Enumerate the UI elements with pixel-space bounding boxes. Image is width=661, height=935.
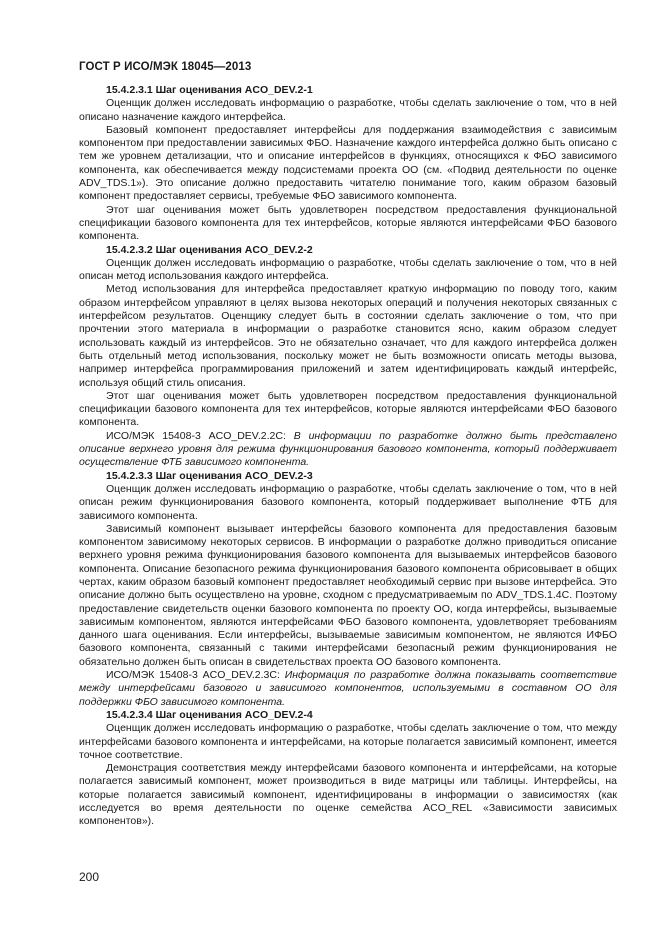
section-heading: 15.4.2.3.1 Шаг оценивания ACO_DEV.2-1 bbox=[106, 84, 313, 96]
reference-text: Информация по разработке должна показывать соответствие между интерфейсами базового и зависимого компонентов, используемыми в составном ОО для поддержки ФБО зависимого компонента. bbox=[79, 669, 617, 708]
reference-lead: ИСО/МЭК 15408-3 ACO_DEV.2.3С: bbox=[106, 669, 285, 682]
section-heading: 15.4.2.3.2 Шаг оценивания ACO_DEV.2-2 bbox=[106, 243, 313, 256]
section-heading: 15.4.2.3.3 Шаг оценивания ACO_DEV.2-3 bbox=[106, 469, 313, 482]
paragraph: Метод использования для интерфейса предоставляет краткую информацию по поводу того, каким образом интерфейсом управляют в целях вызова некоторых операций и получения некоторых связанных с интерфейсом результатов. Оценщику следует быть в состоянии сделать заключение о том, что при прочтении этого материала в информации о разработке становится ясно, каким образом следует использовать каждый из интерфейсов. Это не обязательно означает, что для каждого интерфейса должен быть отдельный метод использования, поскольку может не быть возможности описать методы вызова, например интерфейса программирования приложений и затем идентифицировать каждый интерфейс, используя общий стиль описания. bbox=[79, 283, 617, 389]
paragraph: Оценщик должен исследовать информацию о разработке, чтобы сделать заключение о том, что в ней описан метод использования каждого интерфейса. bbox=[79, 256, 617, 283]
standard-reference bbox=[79, 669, 617, 709]
paragraph: Оценщик должен исследовать информацию о разработке, чтобы сделать заключение о том, что в ней описано назначение каждого интерфейса. bbox=[79, 97, 617, 123]
page-number: 200 bbox=[79, 870, 100, 884]
document-header: ГОСТ Р ИСО/МЭК 18045—2013 bbox=[79, 61, 252, 73]
paragraph: Этот шаг оценивания может быть удовлетворен посредством предоставления функциональной спецификации базового компонента для тех интерфейсов, которые являются интерфейсами ФБО базового компонента. bbox=[79, 389, 617, 429]
document-body bbox=[79, 84, 617, 829]
reference-lead: ИСО/МЭК 15408-3 ACO_DEV.2.2С: bbox=[106, 429, 294, 442]
paragraph: Оценщик должен исследовать информацию о разработке, чтобы сделать заключение о том, что между интерфейсами базового компонента и интерфейсами, на которые полагается зависимый компонент, имеется точное соответствие. bbox=[79, 722, 617, 761]
standard-reference bbox=[79, 430, 617, 470]
reference-text: В информации по разработке должно быть представлено описание верхнего уровня для режима функционирования базового компонента, который поддерживает осуществление ФТБ зависимого компонента. bbox=[79, 429, 617, 469]
paragraph: Демонстрация соответствия между интерфейсами базового компонента и интерфейсами, на которые полагается зависимый компонент, может производиться в виде матрицы или таблицы. Интерфейсы, на которые полагается зависимый компонент, идентифицированы в информации о зависимостях (как исследуется во время деятельности по оценке семейства ACO_REL «Зависимости зависимых компонентов»). bbox=[79, 762, 617, 828]
paragraph: Базовый компонент предоставляет интерфейсы для поддержания взаимодействия с зависимым компонентом при предоставлении зависимых ФБО. Назначение каждого интерфейса должно быть описано с тем же уровнем детализации, что и описание интерфейсов в функциях, относящихся к ФБО зависимого компонента, как обеспечивается между подсистемами проекта ОО (см. «Подвид деятельности по оценке ADV_TDS.1»). Это описание должно предоставить читателю понимание того, каким образом базовый компонент предоставляет сервисы, требуемые ФБО зависимого компонента. bbox=[79, 123, 617, 203]
paragraph: Этот шаг оценивания может быть удовлетворен посредством предоставления функциональной спецификации базового компонента для тех интерфейсов, которые являются интерфейсами ФБО базового компонента. bbox=[79, 203, 617, 243]
paragraph: Оценщик должен исследовать информацию о разработке, чтобы сделать заключение о том, что в ней описан режим функционирования базового компонента, который поддерживает выполнение ФТБ для зависимого компонента. bbox=[79, 482, 617, 522]
paragraph: Зависимый компонент вызывает интерфейсы базового компонента для предоставления базовым компонентом зависимому некоторых сервисов. В информации о разработке должно приводиться описание верхнего уровня режима функционирования базового компонента для вызываемых интерфейсов базового компонента. Описание безопасного режима функционирования базового компонента обрисовывает в общих чертах, каким образом базовый компонент предоставляет необходимый сервис при вызове интерфейса. Это описание должно быть осуществлено на уровне, сходном с предусматриваемым по ADV_TDS.1.4С. Поэтому предоставление свидетельств оценки базового компонента по проекту ОО, когда интерфейсы, вызываемые зависимым компонентом, являются интерфейсами ФБО базового компонента, удовлетворяет требованиям данного шага оценивания. Если интерфейсы, вызываемые зависимым компонентом, не являются ИФБО базового компонента, связанный с такими интерфейсами безопасный режим функционирования не обязательно должен быть описан в свидетельствах проекта ОО базового компонента. bbox=[79, 522, 617, 668]
section-heading: 15.4.2.3.4 Шаг оценивания ACO_DEV.2-4 bbox=[106, 708, 313, 721]
